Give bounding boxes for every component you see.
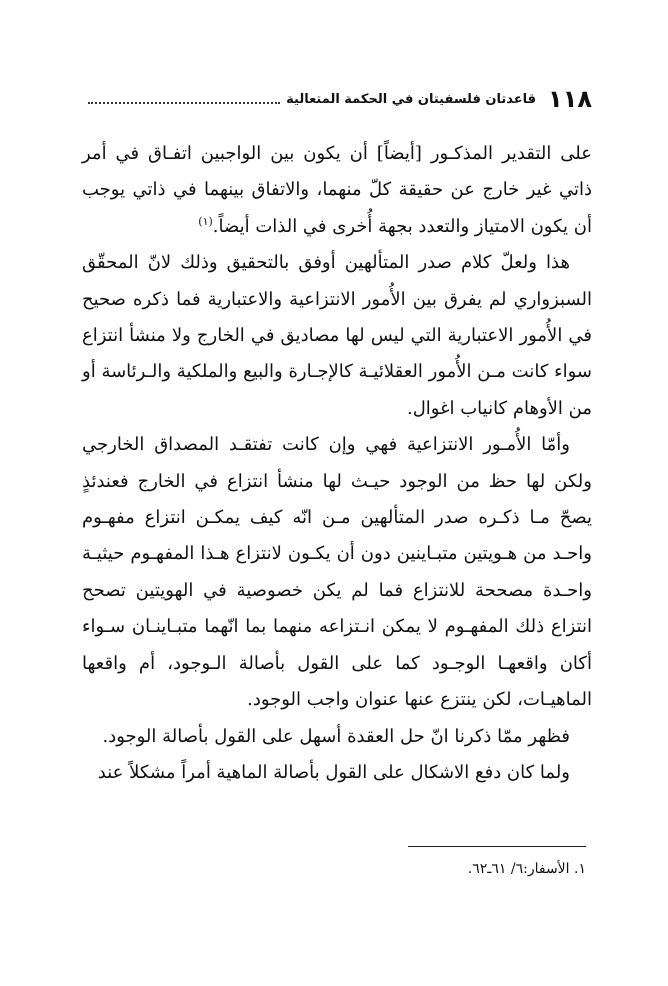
paragraph-4: فظهر ممّا ذكرنا انّ حل العقدة أسهل على القول بأصالة الوجود.	[102, 725, 570, 747]
paragraph-1	[82, 136, 592, 245]
paragraph-text: على التقدير المذكـور [أيضاً] أن يكون بين الواجبين اتفـاق في أمر ذاتي غير خارج عن حقيقة كلّ منهما، والاتفاق بينهما في ذاتي يوجب أن يكون الامتياز والتعدد بجهة أُخرى في الذات أيضاً.	[82, 143, 592, 237]
body-text	[82, 136, 592, 791]
page-number: ١١٨	[548, 85, 592, 113]
footnote: ١. الأسفار:٦/ ٦١ـ٦٢.	[467, 861, 586, 877]
paragraph-2: هذا ولعلّ كلام صدر المتألهين أوفق بالتحقيق وذلك لانّ المحقّق السبزواري لم يفرق بين الأُمور الانتزاعية والاعتبارية فما ذكره صحيح في الأُمور الاعتبارية التي ليس لها مصاديق في الخارج ولا منشأ انتزاع سواء كانت مـن الأُمور العقلائيـة كالإجـارة والبيع والملكية والـرئاسة أو من الأوهام كانياب اغوال.	[82, 252, 592, 419]
header-dotted-leader	[88, 102, 280, 104]
paragraph-3: وأمّا الأُمـور الانتزاعية فهي وإن كانت تفتقـد المصداق الخارجي ولكن لها حظ من الوجود حيـث لها منشأ انتزاع في الخارج فعندئذٍ يصحّ مـا ذكـره صدر المتألهين مـن انّه كيف يمكـن انتزاع مفهـوم واحـد من هـويتين متبـاينين دون أن يكـون لانتزاع هـذا المفهـوم حيثيـة واحـدة مصححة للانتزاع فما لم يكن خصوصية في الهويتين تصحح انتزاع ذلك المفهـوم لا يمكن انـتزاعه منهما بما انّهما متبـاينـان سـواء أكان واقعهـا الوجـود كما على القول بأصالة الـوجود، أم واقعها الماهيـات، لكن ينتزع عنها عنوان واجب الوجود.	[82, 434, 592, 711]
running-title: قاعدتان فلسفيتان في الحكمة المتعالية	[286, 91, 537, 107]
paragraph-5: ولما كان دفع الاشكال على القول بأصالة الماهية أمراً مشكلاً عند	[97, 761, 570, 783]
footnote-reference: (١)	[198, 214, 213, 228]
page-header	[82, 84, 592, 114]
footnote-separator	[408, 846, 586, 847]
